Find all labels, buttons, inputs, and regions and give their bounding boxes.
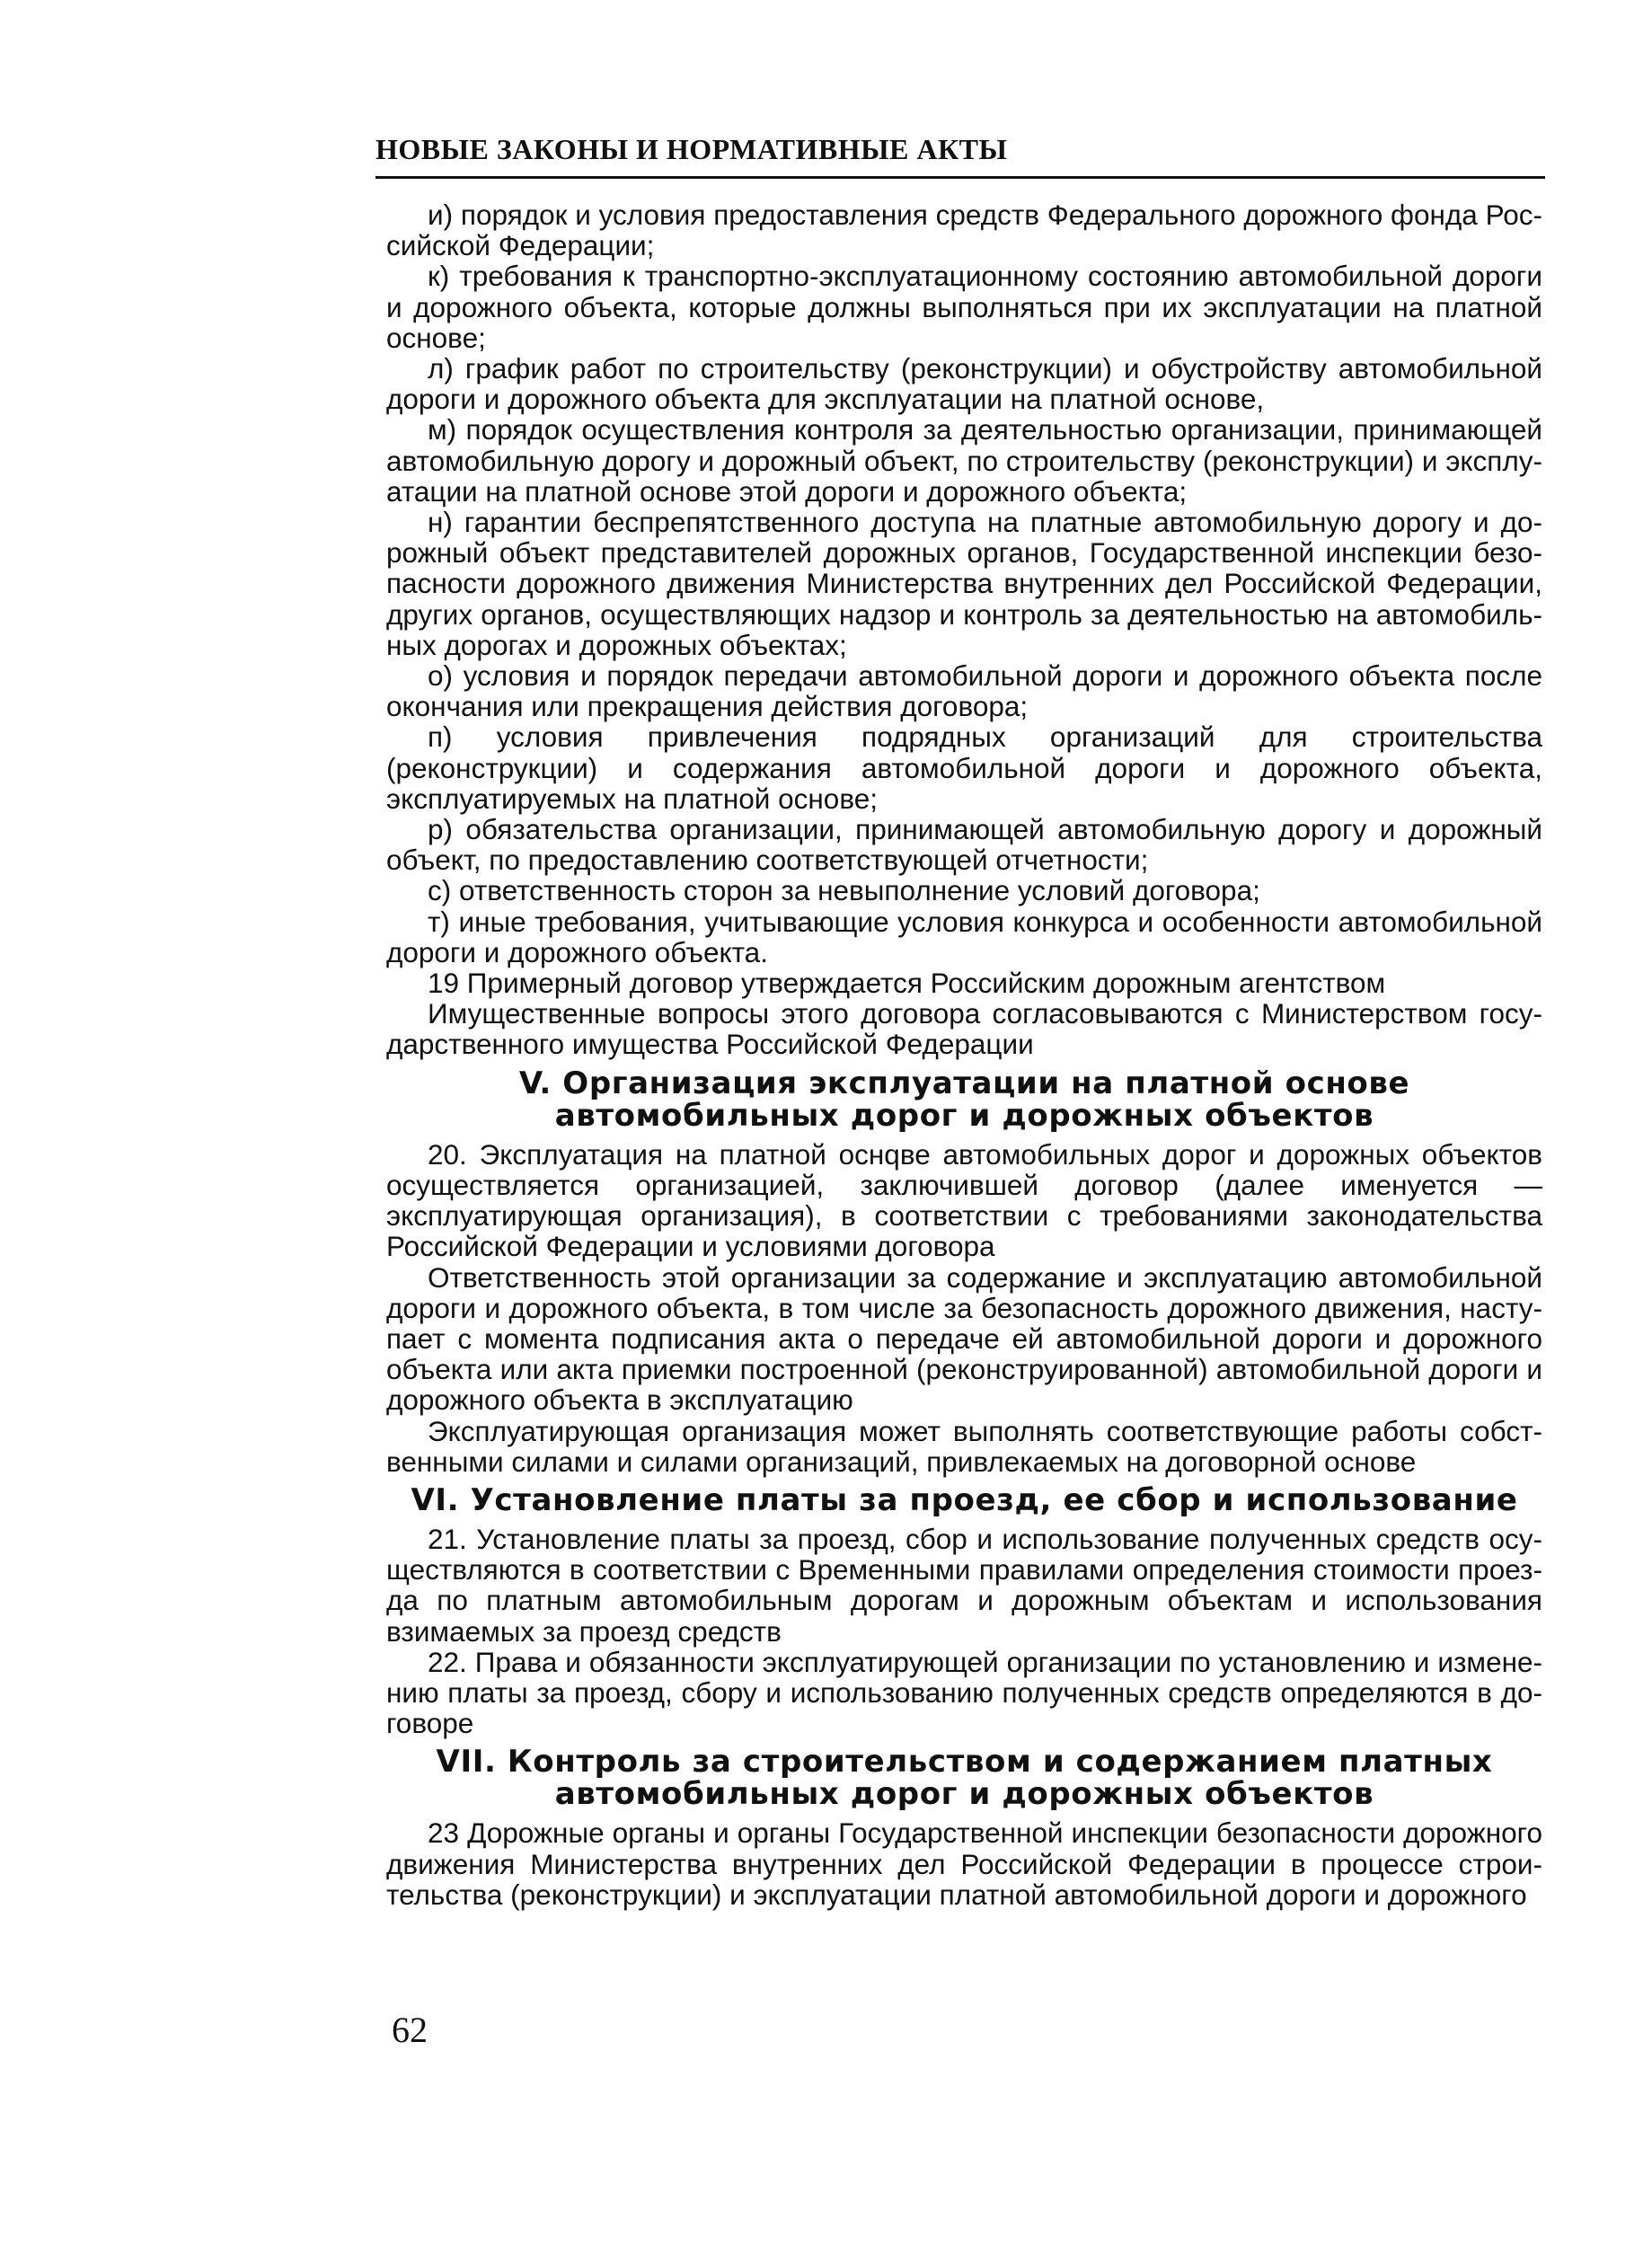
- item-k: к) требования к транспортно-эксплуатационному состоянию автомобильной дороги и дорожного объекта, которые должны выполняться при их эксплуатации на платной основе;: [386, 260, 1542, 354]
- item-i: и) порядок и условия предоставления средств Федерального дорожного фонда Российской Федерации;: [386, 199, 1542, 262]
- section-5-heading-line-2: автомобильных дорог и дорожных объектов: [554, 1097, 1374, 1134]
- page-number: 62: [392, 2010, 428, 2050]
- running-head: НОВЫЕ ЗАКОНЫ И НОРМАТИВНЫЕ АКТЫ: [375, 133, 1008, 165]
- section-7-heading: [386, 1744, 1542, 1813]
- paragraph-20-works: Эксплуатирующая организация может выполнять соответствующие работы собственными силами и силами организаций, привлекаемых на договорной основе: [386, 1414, 1542, 1478]
- body-text: [386, 199, 1542, 1910]
- item-p: п) условия привлечения подрядных организаций для строительства (реконструкции) и содержания автомобильной дороги и дорожного объекта, эксплуатируемых на платной основе;: [386, 720, 1542, 815]
- item-s: с) ответственность сторон за невыполнение условий договора;: [428, 874, 1260, 907]
- paragraph-19: 19 Примерный договор утверждается Российским дорожным агентством: [428, 967, 1386, 1000]
- section-7-heading-line-2: автомобильных дорог и дорожных объектов: [554, 1776, 1374, 1813]
- item-l: л) график работ по строительству (реконструкции) и обустройству автомобильной дороги и дорожного объекта для эксплуатации на платной основе,: [386, 352, 1542, 416]
- paragraph-21: 21. Установление платы за проезд, сбор и использование полученных средств осуществляются в соответствии с Временными правилами определения стоимости проезда по платным автомобильным дорогам и дорожным объектам и использования взимаемых за проезд средств: [386, 1522, 1542, 1648]
- paragraph-20-responsibility: Ответственность этой организации за содержание и эксплуатацию автомобильной дороги и дорожного объекта, в том числе за безопасность дорожного движения, наступает с момента подписания акта о передаче ей автомобильной дороги и дорожного объекта или акта приемки построенной (реконструированной) автомобильной дороги и дорожного объекта в эксплуатацию: [386, 1260, 1542, 1417]
- section-5-heading-line-1: V. Организация эксплуатации на платной основе: [518, 1065, 1410, 1101]
- paragraph-22: 22. Права и обязанности эксплуатирующей организации по установлению и изменению платы за проезд, сбору и использованию полученных средств определяются в договоре: [386, 1645, 1542, 1740]
- item-o: о) условия и порядок передачи автомобильной дороги и дорожного объекта после окончания или прекращения действия договора;: [386, 659, 1542, 723]
- section-5-heading: [386, 1067, 1542, 1132]
- section-7-heading-line-1: VII. Контроль за строительством и содержанием платных: [436, 1744, 1493, 1781]
- item-n: н) гарантии беспрепятственного доступа на платные автомобильную дорогу и дорожный объект представителей дорожных органов, Государственной инспекции безопасности дорожного движения Министерства внутренних дел Российской Федерации, других органов, осуществляющих надзор и контроль за деятельностью на автомобильных дорогах и дорожных объектах;: [386, 506, 1542, 661]
- paragraph-20: 20. Эксплуатация на платной оснqве автомобильных дорог и дорожных объектов осуществляется организацией, заключившей договор (далее именуется — эксплуатирующая организация), в соответствии с требованиями законодательства Российской Федерации и условиями договора: [386, 1137, 1542, 1263]
- item-t: т) иные требования, учитывающие условия конкурса и особенности автомобильной дороги и дорожного объекта.: [386, 905, 1542, 968]
- section-6-heading: [386, 1481, 1542, 1518]
- paragraph-19-property: Имущественные вопросы этого договора согласовываются с Министерством государственного имущества Российской Федерации: [386, 997, 1542, 1061]
- section-6-heading-line: VI. Установление платы за проезд, ее сбор и использование: [411, 1481, 1518, 1518]
- item-r: р) обязательства организации, принимающей автомобильную дорогу и дорожный объект, по предоставлению соответствующей отчетности;: [386, 813, 1542, 877]
- item-m: м) порядок осуществления контроля за деятельностью организации, принимающей автомобильную дорогу и дорожный объект, по строительству (реконструкции) и эксплуатации на платной основе этой дороги и дорожного объекта;: [386, 413, 1542, 508]
- header-rule: [375, 176, 1545, 179]
- paragraph-23: 23 Дорожные органы и органы Государственной инспекции безопасности дорожного движения Министерства внутренних дел Российской Федерации в процессе строительства (реконструкции) и эксплуатации платной автомобильной дороги и дорожного: [386, 1816, 1542, 1911]
